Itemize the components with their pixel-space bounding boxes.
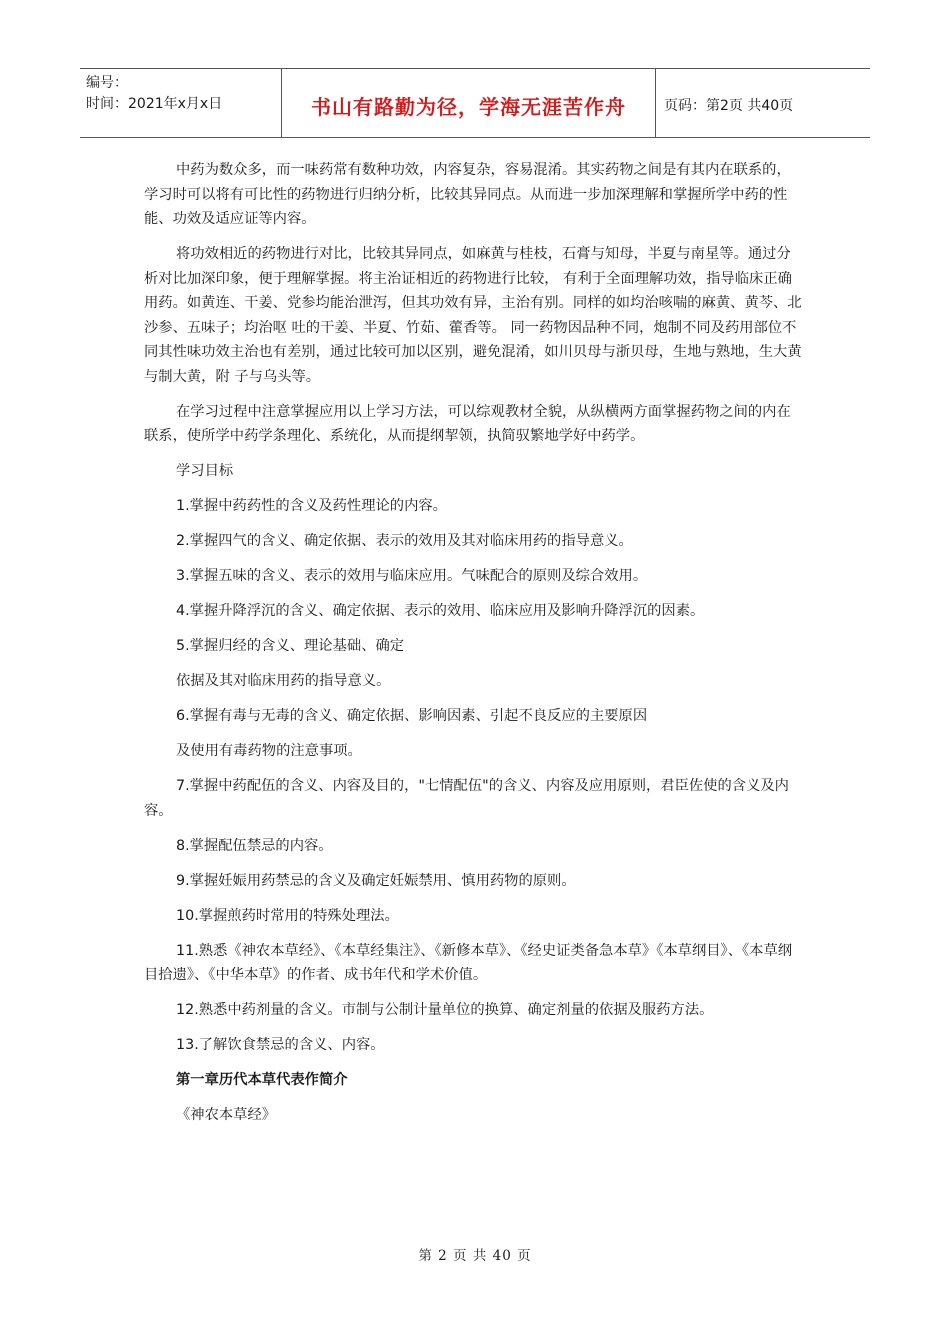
goal-item: 4.掌握升降浮沉的含义、确定依据、表示的效用、临床应用及影响升降浮沉的因素。 — [176, 603, 705, 619]
document-body — [144, 158, 804, 1138]
chapter-title: 第一章历代本草代表作简介 — [176, 1072, 348, 1088]
goals-heading: 学习目标 — [176, 463, 234, 479]
goal-item: 11.熟悉《神农本草经》、《本草经集注》、《新修本草》、《经史证类备急本草》《本草纲目》、《本草纲目拾遗》、《中华本草》的作者、成书年代和学术价值。 — [144, 942, 793, 983]
document-date-label: 时间：2021年x月x日 — [86, 96, 223, 112]
goal-item: 1.掌握中药药性的含义及药性理论的内容。 — [176, 498, 447, 514]
header-meta — [80, 69, 282, 137]
goal-item: 7.掌握中药配伍的含义、内容及目的，"七情配伍"的含义、内容及应用原则，君臣佐使的含义及内容。 — [144, 778, 789, 819]
goal-item: 2.掌握四气的含义、确定依据、表示的效用及其对临床用药的指导意义。 — [176, 533, 633, 549]
goal-item: 及使用有毒药物的注意事项。 — [176, 743, 362, 759]
paragraph: 中药为数众多，而一味药常有数种功效，内容复杂，容易混淆。其实药物之间是有其内在联系的，学习时可以将有可比性的药物进行归纳分析，比较其异同点。从而进一步加深理解和掌握所学中药的性能、功效及适应证等内容。 — [144, 162, 791, 227]
goal-item: 10.掌握煎药时常用的特殊处理法。 — [176, 907, 399, 924]
goal-item: 3.掌握五味的含义、表示的效用与临床应用。气味配合的原则及综合效用。 — [176, 568, 648, 584]
goal-item: 依据及其对临床用药的指导意义。 — [176, 673, 391, 689]
document-number-label: 编号： — [86, 75, 128, 91]
paragraph: 在学习过程中注意掌握应用以上学习方法，可以综观教材全貌，从纵横两方面掌握药物之间的内在联系，使所学中药学条理化、系统化，从而提纲挈领，执简驭繁地学好中药学。 — [144, 403, 791, 444]
goal-item: 9.掌握妊娠用药禁忌的含义及确定妊娠禁用、慎用药物的原则。 — [176, 872, 576, 889]
goal-item: 5.掌握归经的含义、理论基础、确定 — [176, 638, 405, 654]
goal-item: 12.熟悉中药剂量的含义。市制与公制计量单位的换算、确定剂量的依据及服药方法。 — [176, 1002, 714, 1018]
page-header — [80, 68, 870, 138]
goal-item: 8.掌握配伍禁忌的内容。 — [176, 837, 333, 854]
goal-item: 13.了解饮食禁忌的含义、内容。 — [176, 1037, 385, 1053]
goal-item: 6.掌握有毒与无毒的含义、确定依据、影响因素、引起不良反应的主要原因 — [176, 708, 648, 724]
paragraph: 将功效相近的药物进行对比，比较其异同点，如麻黄与桂枝，石膏与知母，半夏与南星等。通过分析对比加深印象，便于理解掌握。将主治证相近的药物进行比较， 有利于全面理解功效，指导临床正确用药。如黄连、干姜、党参均能治泄泻，但其功效有异，主治有别。同样的如均治咳喘的麻黄、黄芩、北沙参、五味子；均治呕 吐的干姜、半夏、竹茹、藿香等。 同一药物因品种不同，炮制不同及药用部位不同其性味功效主治也有差别，通过比较可加以区别，避免混淆，如川贝母与浙贝母，生地与熟地，生大黄与制大黄，附 子与乌头等。 — [144, 246, 802, 385]
book-title: 《神农本草经》 — [176, 1107, 277, 1123]
header-page-info: 页码：第2页 共40页 — [664, 98, 794, 114]
page-footer: 第 2 页 共 40 页 — [418, 1248, 532, 1264]
header-motto: 书山有路勤为径，学海无涯苦作舟 — [282, 69, 656, 137]
